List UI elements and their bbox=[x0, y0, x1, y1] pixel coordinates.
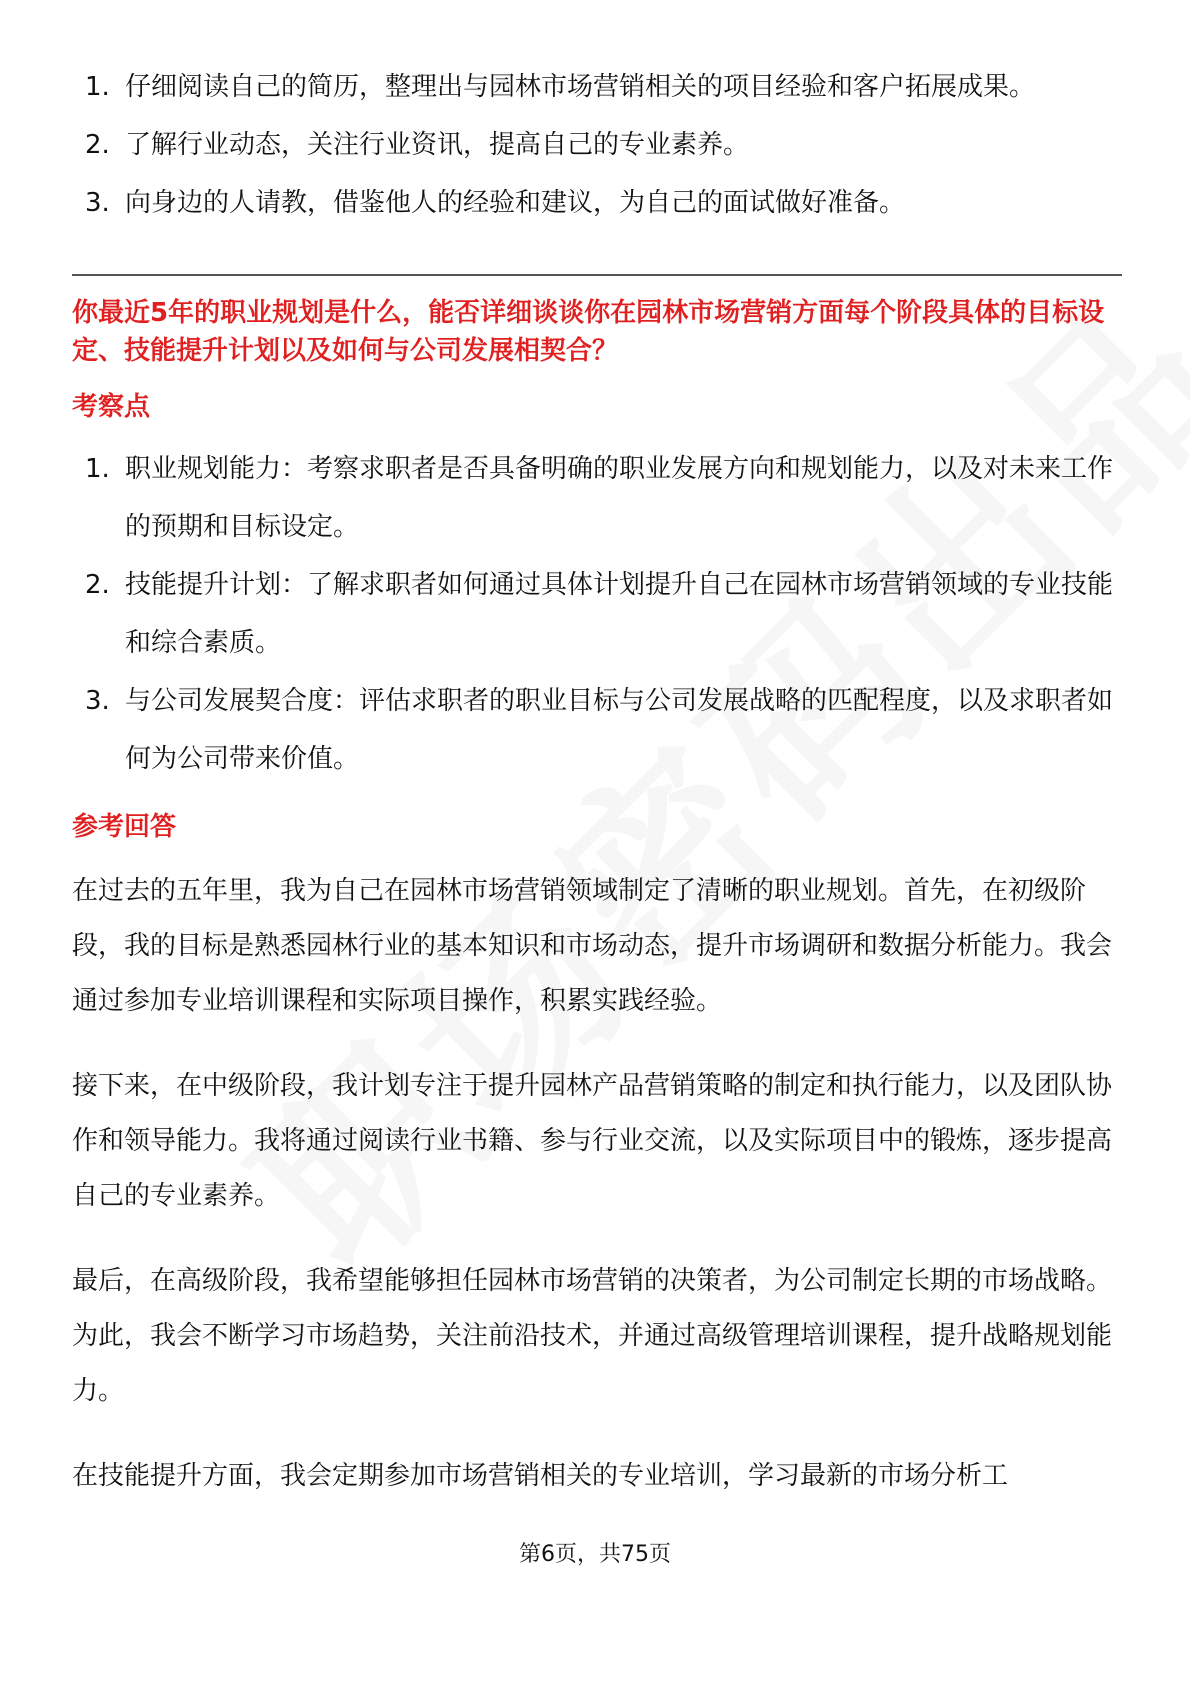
list-item-text: 了解行业动态，关注行业资讯，提高自己的专业素养。 bbox=[125, 130, 750, 160]
list-item bbox=[72, 58, 1122, 116]
list-number: 3. bbox=[85, 188, 110, 218]
answer-heading: 参考回答 bbox=[72, 812, 177, 842]
list-number: 3. bbox=[85, 686, 110, 716]
list-item-text: 与公司发展契合度：评估求职者的职业目标与公司发展战略的匹配程度，以及求职者如何为公司带来价值。 bbox=[125, 686, 1114, 774]
answer-paragraph: 在技能提升方面，我会定期参加市场营销相关的专业培训，学习最新的市场分析工 bbox=[72, 1461, 1009, 1491]
section-divider bbox=[72, 274, 1122, 276]
list-item bbox=[72, 116, 1122, 174]
page-footer: 第6页，共75页 bbox=[519, 1542, 671, 1567]
answer-paragraph: 在过去的五年里，我为自己在园林市场营销领域制定了清晰的职业规划。首先，在初级阶段，我的目标是熟悉园林行业的基本知识和市场动态，提升市场调研和数据分析能力。我会通过参加专业培训课程和实际项目操作，积累实践经验。 bbox=[72, 876, 1113, 1016]
list-item bbox=[72, 440, 1122, 556]
list-item bbox=[72, 556, 1122, 672]
key-points-heading: 考察点 bbox=[72, 392, 151, 422]
preparation-list bbox=[72, 58, 1122, 232]
list-item bbox=[72, 672, 1122, 788]
list-number: 1. bbox=[85, 454, 110, 484]
list-item-text: 技能提升计划：了解求职者如何通过具体计划提升自己在园林市场营销领域的专业技能和综合素质。 bbox=[125, 570, 1114, 658]
answer-paragraph: 最后，在高级阶段，我希望能够担任园林市场营销的决策者，为公司制定长期的市场战略。为此，我会不断学习市场趋势，关注前沿技术，并通过高级管理培训课程，提升战略规划能力。 bbox=[72, 1266, 1113, 1406]
interview-question: 你最近5年的职业规划是什么，能否详细谈谈你在园林市场营销方面每个阶段具体的目标设定、技能提升计划以及如何与公司发展相契合？ bbox=[72, 298, 1105, 366]
list-number: 1. bbox=[85, 72, 110, 102]
key-points-list bbox=[72, 440, 1122, 788]
answer-paragraph: 接下来，在中级阶段，我计划专注于提升园林产品营销策略的制定和执行能力，以及团队协作和领导能力。我将通过阅读行业书籍、参与行业交流，以及实际项目中的锻炼，逐步提高自己的专业素养。 bbox=[72, 1071, 1113, 1211]
list-item-text: 向身边的人请教，借鉴他人的经验和建议，为自己的面试做好准备。 bbox=[125, 188, 906, 218]
list-item-text: 职业规划能力：考察求职者是否具备明确的职业发展方向和规划能力，以及对未来工作的预期和目标设定。 bbox=[125, 454, 1114, 542]
page-content bbox=[72, 58, 1122, 1534]
list-number: 2. bbox=[85, 130, 110, 160]
list-number: 2. bbox=[85, 570, 110, 600]
list-item-text: 仔细阅读自己的简历，整理出与园林市场营销相关的项目经验和客户拓展成果。 bbox=[125, 72, 1036, 102]
list-item bbox=[72, 174, 1122, 232]
